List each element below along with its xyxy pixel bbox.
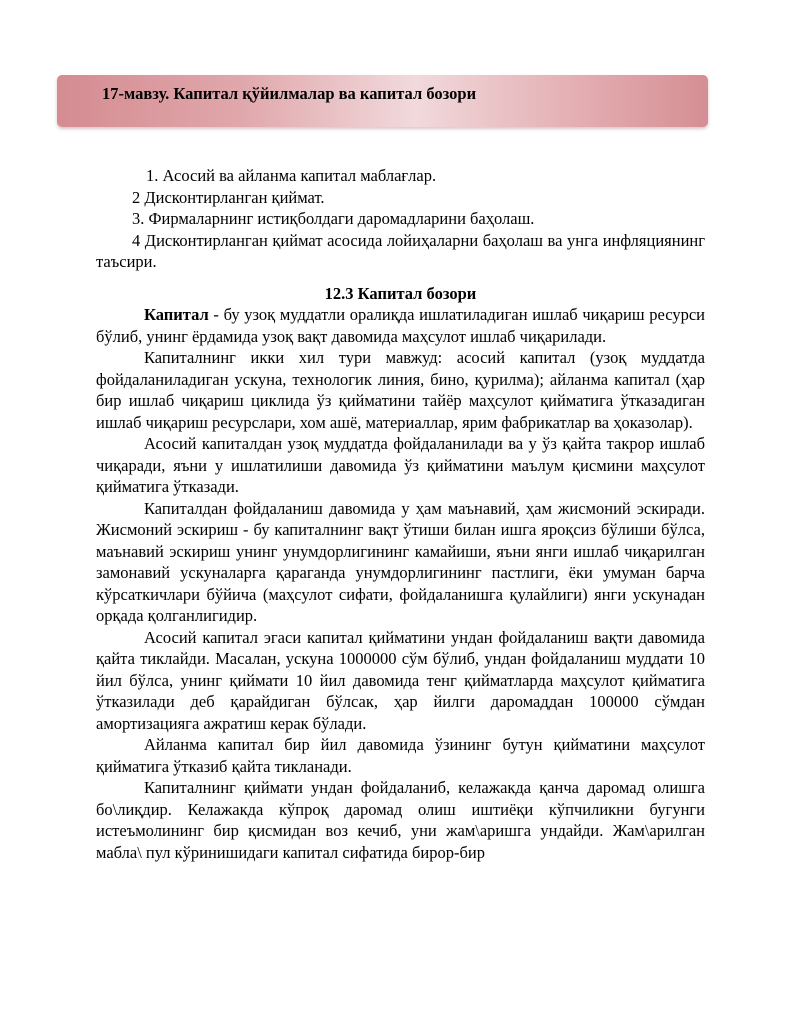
definition-term: Капитал xyxy=(144,305,209,324)
body-paragraph: Капиталдан фойдаланиш давомида у ҳам маънавий, ҳам жисмоний эскиради. Жисмоний эскириш - бу капиталнинг вақт ўтиши билан ишга яроқсиз бўлиши бўлса, маънавий эскириш унинг унумдорлигининг камайиши, яъни янги ишлаб чиқарилган замонавий ускуналарга қараганда унумдорлигининг пастлиги, ёки умуман барча кўрсаткичлари бўйича (маҳсулот сифати, фойдаланишга қулайлиги) янги ускунадан орқада қолганлигидир. xyxy=(96,498,705,625)
definition-paragraph xyxy=(96,304,705,347)
topic-plan xyxy=(96,165,705,273)
plan-item-2: 2 Дисконтирланган қиймат. xyxy=(132,187,325,207)
definition-text: - бу узоқ муддатли оралиқда ишлатиладиган ишлаб чиқариш ресурси бўлиб, унинг ёрдамида узоқ вақт давомида маҳсулот ишлаб чиқарилади. xyxy=(96,305,705,346)
body-paragraph: Асосий капиталдан узоқ муддатда фойдаланилади ва у ўз қайта такрор ишлаб чиқаради, яъни у ишлатилиши давомида ўз қийматини маълум қисмини маҳсулот қийматига ўтказади. xyxy=(96,434,705,496)
plan-item-3: 3. Фирмаларнинг истиқболдаги даромадларини баҳолаш. xyxy=(132,209,535,228)
topic-banner xyxy=(57,75,708,127)
page-content xyxy=(96,165,705,863)
body-paragraph: Айланма капитал бир йил давомида ўзининг бутун қийматини маҳсулот қийматига ўтказиб қайта тикланади. xyxy=(96,735,705,776)
plan-item-4: 4 Дисконтирланган қиймат асосида лойиҳаларни баҳолаш ва унга инфляциянинг таъсири. xyxy=(96,230,705,271)
body-paragraph: Асосий капитал эгаси капитал қийматини ундан фойдаланиш вақти давомида қайта тиклайди. Масалан, ускуна 1000000 сўм бўлиб, ундан фойдаланиш муддати 10 йил бўлса, унинг қиймати 10 йил давомида тенг қийматларда маҳсулот қийматига ўтказилади деб қарайдиган бўлсак, ҳар йилги даромаддан 100000 сўмдан амортизацияга ажратиш керак бўлади. xyxy=(96,627,705,733)
plan-item-1: 1. Асосий ва айланма капитал маблағлар. xyxy=(146,166,437,185)
body-paragraph: Капиталнинг қиймати ундан фойдаланиб, келажакда қанча даромад олишга бо\лиқдир. Келажакда кўпроқ даромад олиш иштиёқи кўпчиликни бугунги истеъмолининг бир қисмидан воз кечиб, уни жам\аришга ундайди. Жам\арилган мабла\ пул кўринишидаги капитал сифатида бирор-бир xyxy=(96,778,705,862)
body-paragraph: Капиталнинг икки хил тури мавжуд: асосий капитал (узоқ муддатда фойдаланиладиган ускуна, технологик линия, бино, қурилма); айланма капитал (ҳар бир ишлаб чиқариш циклида ўз қийматини тайёр маҳсулот қийматига ўтказадиган ишлаб чиқариш ресурслари, хом ашё, материаллар, ярим фабрикатлар ва ҳоказолар). xyxy=(96,348,705,432)
section-heading: 12.3 Капитал бозори xyxy=(324,283,477,303)
topic-title: 17-мавзу. Капитал қўйилмалар ва капитал бозори xyxy=(102,84,477,103)
